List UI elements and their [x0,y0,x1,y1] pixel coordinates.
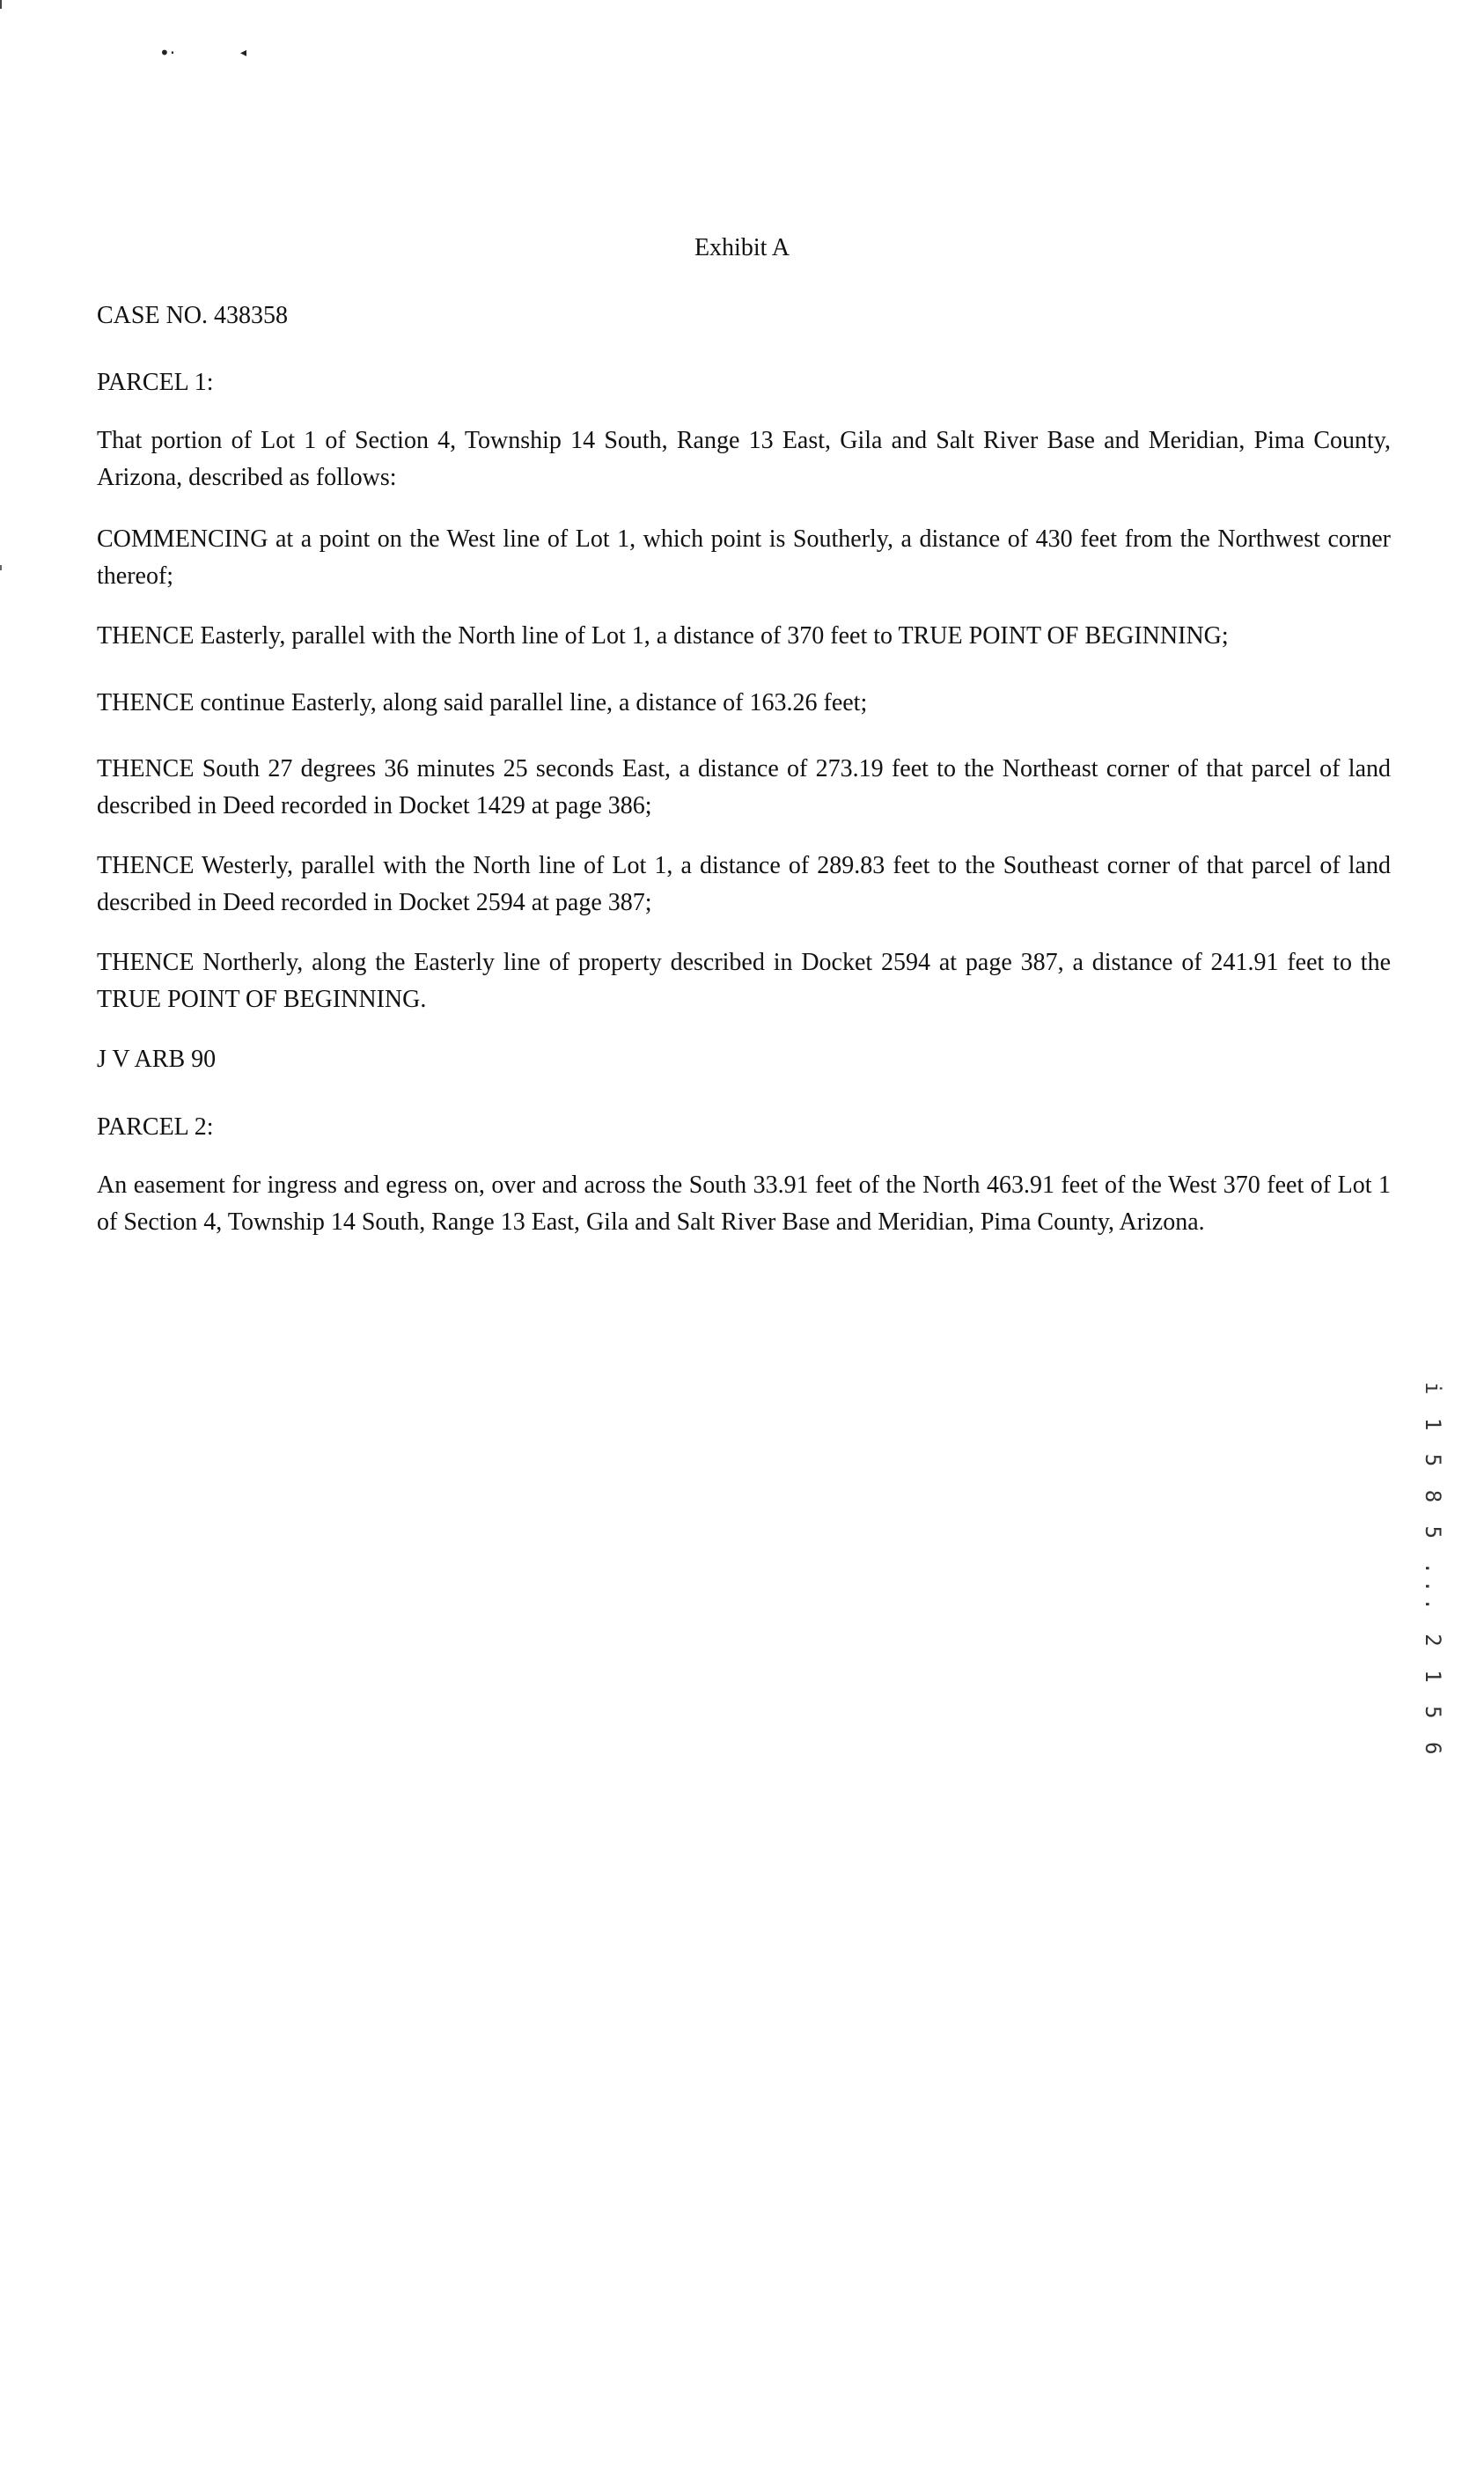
parcel-2-heading: PARCEL 2: [97,1113,214,1141]
thence-clause: THENCE continue Easterly, along said parallel line, a distance of 163.26 feet; [97,689,868,716]
recording-stamp [1419,1382,1454,1760]
case-number: CASE NO. 438358 [97,302,289,329]
thence-clause: THENCE South 27 degrees 36 minutes 25 seconds East, a distance of 273.19 feet to the Northeast corner of that parcel of land described in Deed recorded in Docket 1429 at page 386; [97,755,1391,819]
scan-artifact [0,565,2,570]
scan-artifact: ◂ [240,46,247,60]
thence-clause: THENCE Easterly, parallel with the North line of Lot 1, a distance of 370 feet to TRUE POINT OF BEGINNING; [97,622,1229,650]
reference-code: J V ARB 90 [97,1046,217,1073]
thence-clause: THENCE Northerly, along the Easterly line of property described in Docket 2594 at page 387, a distance of 241.91 feet to the TRUE POINT OF BEGINNING. [97,949,1391,1013]
parcel-2-description: An easement for ingress and egress on, over and across the South 33.91 feet of the North 463.91 feet of the West 370 feet of Lot 1 of Section 4, Township 14 South, Range 13 East, Gila and Salt River Base and Meridian, Pima County, Arizona. [97,1171,1391,1236]
commencing-clause: COMMENCING at a point on the West line of Lot 1, which point is Southerly, a distance of 430 feet from the Northwest corner thereof; [97,525,1391,590]
recording-stamp-text: i 1 5 8 5 ... 2 1 5 6 [1421,1382,1445,1760]
parcel-1-heading: PARCEL 1: [97,369,214,396]
document-title: Exhibit A [694,234,790,261]
scan-artifact: •· [159,42,176,63]
scan-artifact [0,0,2,9]
parcel-1-description: That portion of Lot 1 of Section 4, Township 14 South, Range 13 East, Gila and Salt River Base and Meridian, Pima County, Arizona, described as follows: [97,427,1391,491]
thence-clause: THENCE Westerly, parallel with the North line of Lot 1, a distance of 289.83 feet to the Southeast corner of that parcel of land described in Deed recorded in Docket 2594 at page 387; [97,852,1391,916]
